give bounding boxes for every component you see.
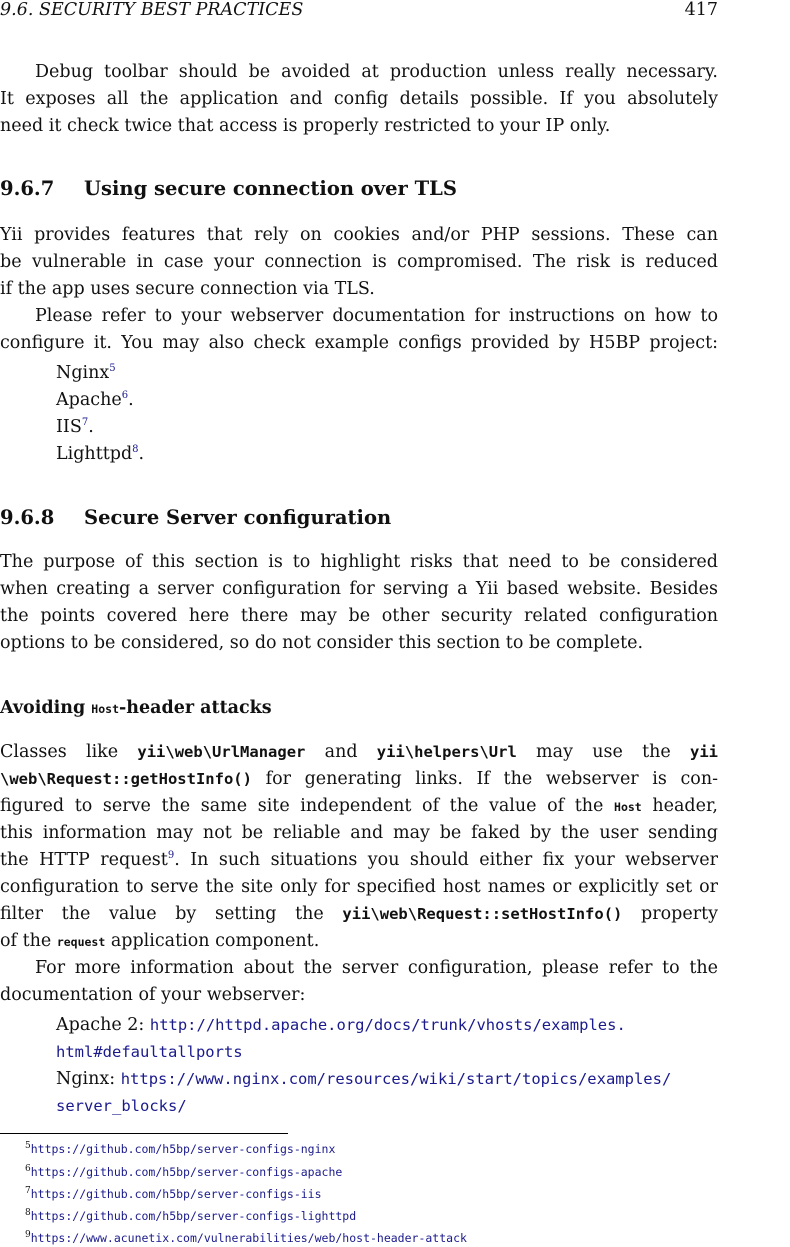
host-code: Host <box>91 702 119 716</box>
nginx-doc-item <box>56 1068 790 1090</box>
section-title: Using secure connection over TLS <box>84 177 457 200</box>
code-host: Host <box>614 800 642 814</box>
nginx-label: Nginx: <box>56 1069 121 1089</box>
server-config-line-4: options to be considered, so do not consider this section to be complete. <box>0 633 644 653</box>
footnote-link[interactable]: https://github.com/h5bp/server-configs-nginx <box>30 1142 336 1156</box>
page-number: 417 <box>684 0 718 20</box>
running-title: 9.6. SECURITY BEST PRACTICES <box>0 0 304 20</box>
host-p2-line-2: documentation of your webserver: <box>0 985 306 1005</box>
footnote-ref-8[interactable]: 8 <box>132 444 139 455</box>
section-heading-968 <box>0 506 391 530</box>
footnote-link[interactable]: https://github.com/h5bp/server-configs-apache <box>30 1165 343 1179</box>
tls-p1-line-1: Yii provides features that rely on cookies and/or PHP sessions. These can <box>0 225 718 245</box>
code-yii: yii <box>690 743 718 761</box>
section-number: 9.6.7 <box>0 177 55 200</box>
server-config-line-3: the points covered here there may be other security related configuration <box>0 606 718 626</box>
footnote-link[interactable]: https://github.com/h5bp/server-configs-iis <box>30 1187 322 1201</box>
apache-doc-item <box>56 1014 790 1036</box>
code-gethostinfo: \web\Request::getHostInfo() <box>0 770 252 788</box>
host-line-1: Classes like yii\web\UrlManager and yii\helpers\Url may use the yii <box>0 742 718 762</box>
section-number: 9.6.8 <box>0 506 55 529</box>
server-config-line-1: The purpose of this section is to highlight risks that need to be considered <box>0 552 718 572</box>
host-line-7: filter the value by setting the yii\web\Request::setHostInfo() property <box>0 904 718 924</box>
host-line-6: configuration to serve the site only for specified host names or explicitly set or <box>0 877 718 897</box>
code-request: request <box>56 935 106 949</box>
footnote-7: $^7$https://github.com/h5bp/server-configs-iis <box>25 1186 322 1201</box>
nginx-doc-link[interactable]: https://www.nginx.com/resources/wiki/start/topics/examples/ <box>120 1070 672 1088</box>
tls-p2-line-2: configure it. You may also check example configs provided by H5BP project: <box>0 333 718 353</box>
footnote-link[interactable]: https://github.com/h5bp/server-configs-lighttpd <box>30 1209 357 1223</box>
code-sethostinfo: yii\web\Request::setHostInfo() <box>342 905 623 923</box>
subsection-heading-host-attacks: Avoiding Host-header attacks <box>0 698 272 718</box>
code-helpers-url: yii\helpers\Url <box>376 743 517 761</box>
footnote-ref-9[interactable]: 9 <box>167 850 175 861</box>
host-line-8: of the request application component. <box>0 931 320 951</box>
host-line-4: this information may not be reliable and may be faked by the user sending <box>0 823 718 843</box>
intro-line-3: need it check twice that access is properly restricted to your IP only. <box>0 116 611 136</box>
tls-p1-line-2: be vulnerable in case your connection is compromised. The risk is reduced <box>0 252 718 272</box>
server-item-lighttpd[interactable]: Lighttpd$^8$. <box>56 444 145 464</box>
nginx-doc-link-cont[interactable]: server_blocks/ <box>56 1097 187 1115</box>
intro-line-1: Debug toolbar should be avoided at production unless really necessary. <box>35 62 718 82</box>
apache-label: Apache 2: <box>56 1015 150 1035</box>
apache-doc-item-cont <box>56 1041 790 1063</box>
footnote-link[interactable]: https://www.acunetix.com/vulnerabilities/web/host-header-attack <box>30 1231 467 1245</box>
apache-doc-link-cont[interactable]: html#defaultallports <box>56 1043 243 1061</box>
section-heading-967 <box>0 177 457 201</box>
server-config-line-2: when creating a server configuration for serving a Yii based website. Besides <box>0 579 718 599</box>
intro-line-2: It exposes all the application and config details possible. If you absolutely <box>0 89 718 109</box>
code-urlmanager: yii\web\UrlManager <box>137 743 306 761</box>
server-item-apache[interactable]: Apache$^6$. <box>56 390 134 410</box>
host-line-3: figured to serve the same site independent of the value of the Host header, <box>0 796 718 816</box>
footnote-9: $^9$https://www.acunetix.com/vulnerabilities/web/host-header-attack <box>25 1230 467 1245</box>
tls-p2-line-1: Please refer to your webserver documentation for instructions on how to <box>35 306 718 326</box>
host-line-2: \web\Request::getHostInfo() for generating links. If the webserver is con- <box>0 769 718 789</box>
footnote-ref-5[interactable]: 5 <box>109 363 116 374</box>
footnote-rule <box>0 1133 288 1134</box>
nginx-doc-item-cont <box>56 1095 790 1117</box>
host-line-5: the HTTP request$^9$. In such situations you should either fix your webserver <box>0 850 718 870</box>
host-p2-line-1: For more information about the server configuration, please refer to the <box>35 958 718 978</box>
tls-p1-line-3: if the app uses secure connection via TLS. <box>0 279 375 299</box>
apache-doc-link[interactable]: http://httpd.apache.org/docs/trunk/vhosts/examples. <box>149 1016 626 1034</box>
footnote-ref-7[interactable]: 7 <box>81 417 89 428</box>
server-item-iis[interactable]: IIS$^7$. <box>56 417 94 437</box>
section-title: Secure Server configuration <box>84 506 392 529</box>
running-header <box>0 0 718 20</box>
footnote-5: $^5$https://github.com/h5bp/server-configs-nginx <box>25 1141 336 1156</box>
footnote-8: $^8$https://github.com/h5bp/server-configs-lighttpd <box>25 1208 357 1223</box>
server-item-nginx[interactable]: Nginx$^5$ <box>56 363 116 383</box>
footnote-6: $^6$https://github.com/h5bp/server-configs-apache <box>25 1164 343 1179</box>
footnote-ref-6[interactable]: 6 <box>121 390 129 401</box>
